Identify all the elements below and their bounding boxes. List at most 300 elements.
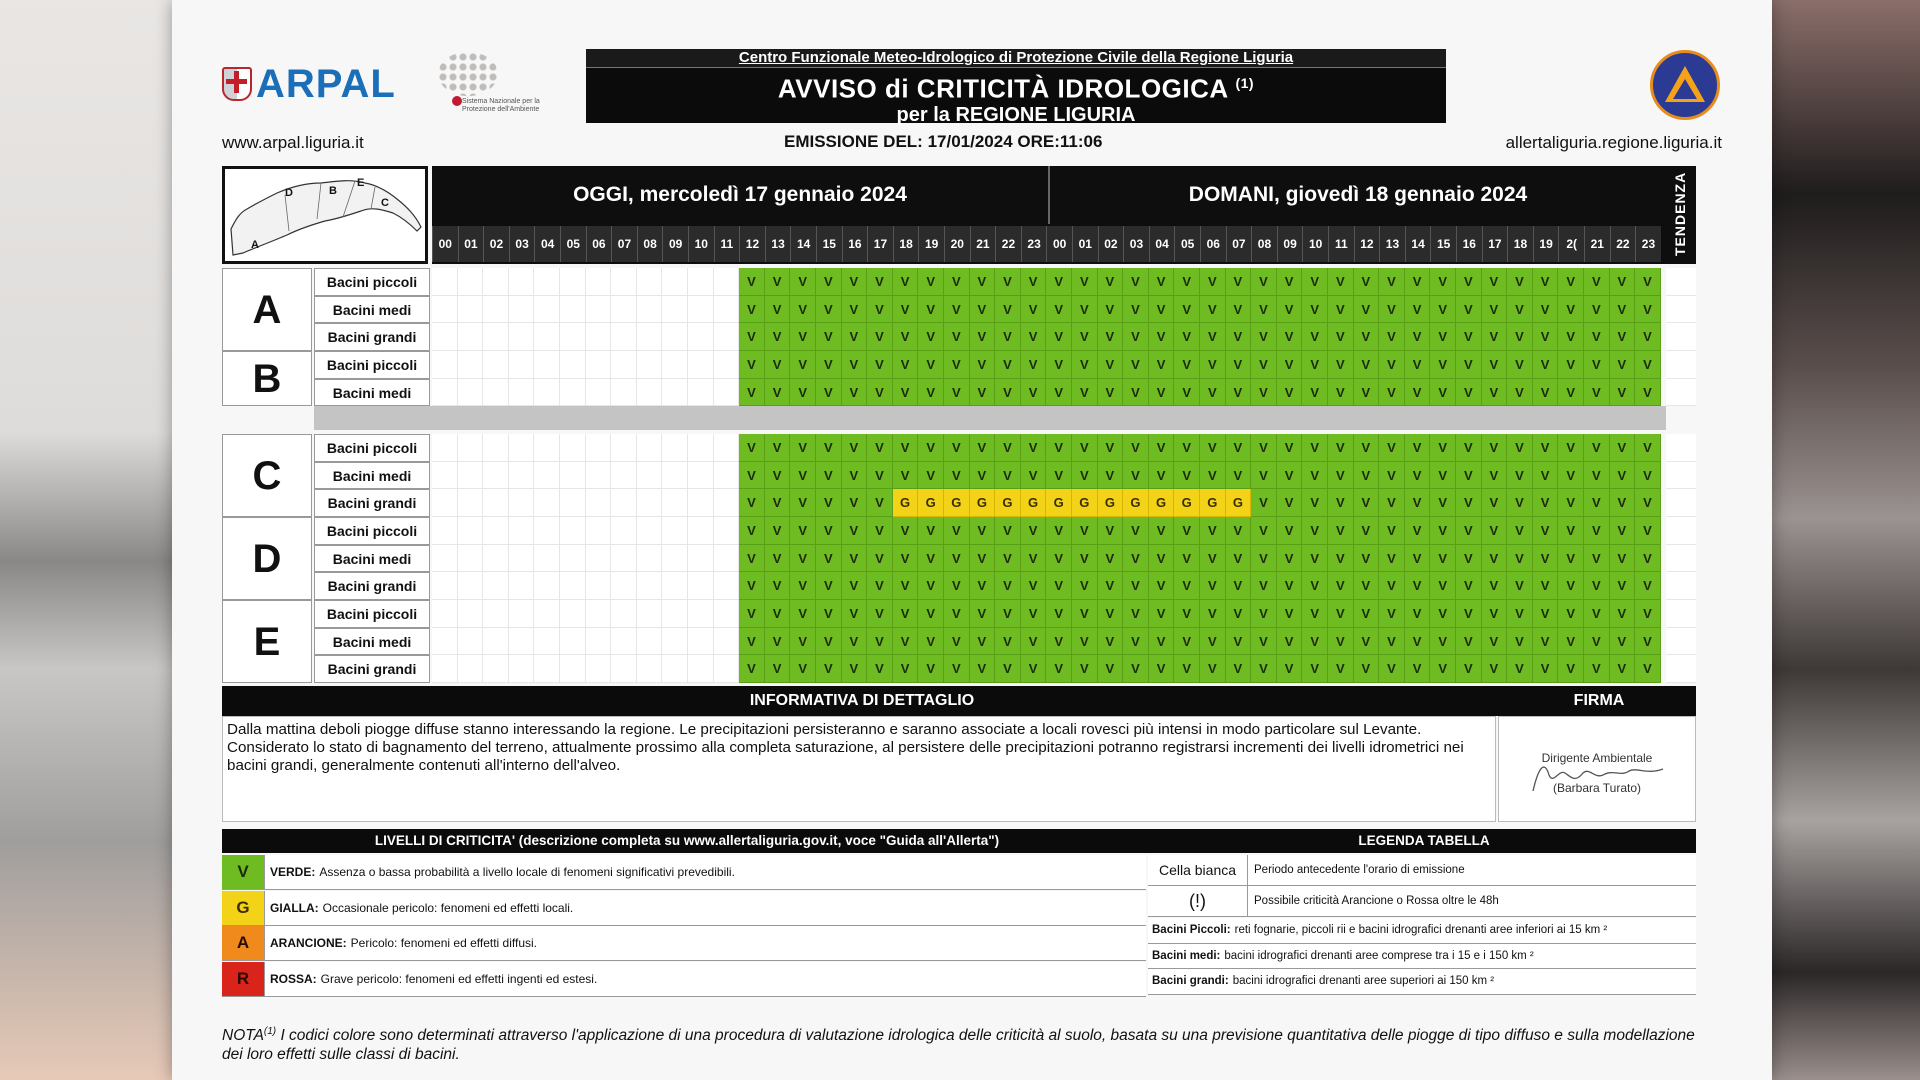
criticity-cell: V [1635,268,1661,296]
empty-cell [483,351,509,379]
arpal-logo-text: ARPAL [256,62,396,106]
criticity-cell: V [1558,351,1584,379]
empty-cell [611,434,637,462]
criticity-cell: V [1456,572,1482,600]
criticity-cell: V [1277,351,1303,379]
criticity-cell: V [1328,628,1354,656]
empty-cell [560,489,586,517]
empty-cell [534,323,560,351]
basin-label: Bacini medi [314,545,430,573]
criticity-cell: V [1226,628,1252,656]
basin-legend-text [1152,969,1494,994]
allerta-url[interactable]: allertaliguria.regione.liguria.it [1505,133,1722,152]
empty-cell [432,296,458,324]
criticity-cell: V [1379,351,1405,379]
empty-cell [560,462,586,490]
criticity-cell: V [1046,323,1072,351]
criticity-cell: V [1379,517,1405,545]
empty-cell [483,434,509,462]
tendency-cell [1666,296,1696,324]
empty-cell [560,655,586,683]
empty-cell [483,462,509,490]
zone-label-d: D [222,517,312,600]
criticity-cell: V [816,545,842,573]
criticity-cell: V [1584,489,1610,517]
criticity-cell: V [1533,434,1559,462]
criticity-cell: V [1098,545,1124,573]
level-name: ROSSA: [270,971,317,986]
empty-cell [534,545,560,573]
criticity-cell: V [1277,517,1303,545]
criticity-cell: V [918,351,944,379]
criticity-cell: V [1021,296,1047,324]
criticity-cell: V [893,628,919,656]
basin-legend-name: Bacini grandi: [1152,975,1229,987]
criticity-cell: V [1354,600,1380,628]
footnote [222,1022,1702,1064]
empty-cell [611,351,637,379]
criticity-cell: V [1328,268,1354,296]
criticity-cell: V [1174,628,1200,656]
empty-cell [534,434,560,462]
levels-heading: LIVELLI DI CRITICITA' (descrizione completa su www.allertaliguria.gov.it, voce "Guida all'Allerta") [374,833,1000,848]
criticity-cell: V [739,268,765,296]
criticity-cell: V [1251,296,1277,324]
criticity-cell: V [867,462,893,490]
criticity-cell: V [867,379,893,407]
level-description [270,926,537,960]
level-code-g: G [222,891,265,925]
criticity-cell: V [1200,628,1226,656]
table-row [432,434,1694,462]
empty-cell [714,462,740,490]
criticity-cell: V [944,600,970,628]
empty-cell [611,379,637,407]
criticity-cell: V [1430,379,1456,407]
zone-label-e: E [222,600,312,683]
basin-legend-desc: bacini idrografici drenanti aree comprese tra i 15 e i 150 km ² [1224,949,1534,962]
criticity-cell: V [893,268,919,296]
criticity-cell: V [1098,600,1124,628]
criticity-cell: V [1174,351,1200,379]
criticity-cell: V [1302,323,1328,351]
criticity-cell: V [1635,434,1661,462]
legend-key: Cella bianca [1148,855,1248,886]
criticity-cell: V [1328,296,1354,324]
empty-cell [611,296,637,324]
criticity-cell: V [1277,489,1303,517]
criticity-cell: V [1430,600,1456,628]
empty-cell [662,655,688,683]
empty-cell [432,379,458,407]
basin-legend-row [1148,918,1696,944]
hour-label: 01 [1072,226,1098,262]
criticity-cell: V [1277,600,1303,628]
background-left [0,0,172,1080]
empty-cell [560,296,586,324]
empty-cell [509,351,535,379]
criticity-cell: V [970,462,996,490]
criticity-cell: V [1405,655,1431,683]
criticity-cell: V [1021,323,1047,351]
criticity-cell: V [1405,628,1431,656]
criticity-cell: V [1635,628,1661,656]
criticity-cell: V [1610,489,1636,517]
criticity-cell: V [1123,323,1149,351]
arpal-url[interactable]: www.arpal.liguria.it [222,133,364,152]
criticity-cell: V [1046,462,1072,490]
criticity-cell: V [893,434,919,462]
criticity-cell: V [1302,572,1328,600]
criticity-cell: V [1533,628,1559,656]
empty-cell [586,600,612,628]
criticity-cell: V [918,462,944,490]
criticity-cell: V [970,268,996,296]
criticity-cell: V [944,462,970,490]
criticity-cell: V [1635,600,1661,628]
empty-cell [432,628,458,656]
criticity-cell: V [1123,600,1149,628]
empty-cell [534,379,560,407]
criticity-cell: V [1174,517,1200,545]
empty-cell [458,462,484,490]
criticity-cell: V [1251,379,1277,407]
criticity-cell: V [1046,296,1072,324]
criticity-cell: V [1507,545,1533,573]
criticity-cell: V [1072,351,1098,379]
empty-cell [611,268,637,296]
criticity-cell: V [1328,600,1354,628]
criticity-cell: G [1123,489,1149,517]
criticity-cell: V [1200,462,1226,490]
empty-cell [637,434,663,462]
criticity-cell: V [790,462,816,490]
criticity-cell: V [944,572,970,600]
criticity-cell: V [1354,628,1380,656]
criticity-cell: V [944,268,970,296]
criticity-cell: V [1149,379,1175,407]
criticity-cell: V [1430,296,1456,324]
criticity-cell: V [918,379,944,407]
criticity-cell: V [1610,600,1636,628]
criticity-cell: V [1533,323,1559,351]
criticity-cell: V [1379,572,1405,600]
empty-cell [560,434,586,462]
criticity-cell: V [739,489,765,517]
table-row [432,323,1694,351]
criticity-cell: V [1149,628,1175,656]
criticity-cell: V [1354,323,1380,351]
criticity-cell: V [790,489,816,517]
criticity-cell: V [1046,545,1072,573]
empty-cell [458,489,484,517]
criticity-cell: V [1251,268,1277,296]
criticity-cell: V [1200,545,1226,573]
criticity-cell: G [1200,489,1226,517]
empty-cell [586,268,612,296]
criticity-cell: V [1251,489,1277,517]
tendency-cell [1666,489,1696,517]
criticity-cell: V [1456,379,1482,407]
criticity-cell: V [1405,434,1431,462]
criticity-cell: V [1507,268,1533,296]
criticity-cell: V [1123,296,1149,324]
criticity-cell: V [1200,600,1226,628]
criticity-cell: V [790,296,816,324]
empty-cell [714,517,740,545]
criticity-cell: V [1328,351,1354,379]
legend-desc: Periodo antecedente l'orario di emissione [1254,864,1465,876]
empty-cell [509,268,535,296]
criticity-cell: V [1021,379,1047,407]
criticity-cell: V [1021,572,1047,600]
hour-label: 10 [688,226,714,262]
hour-label: 23 [1021,226,1047,262]
basin-label: Bacini medi [314,379,430,407]
empty-cell [458,323,484,351]
criticity-cell: V [1507,379,1533,407]
level-desc: Pericolo: fenomeni ed effetti diffusi. [350,936,538,950]
criticity-cell: G [1098,489,1124,517]
empty-cell [688,572,714,600]
empty-cell [483,268,509,296]
criticity-cell: V [1072,462,1098,490]
criticity-cell: V [1405,268,1431,296]
criticity-cell: V [1379,628,1405,656]
map-label-c: C [381,197,389,209]
tendency-cell [1666,379,1696,407]
criticity-cell: V [1200,296,1226,324]
signature-box [1498,716,1696,822]
criticity-cell: V [1123,655,1149,683]
empty-cell [714,351,740,379]
criticity-cell: V [1610,517,1636,545]
empty-cell [458,655,484,683]
criticity-cell: V [1072,517,1098,545]
criticity-cell: V [1149,296,1175,324]
criticity-cell: V [1021,545,1047,573]
criticity-cell: V [970,517,996,545]
criticity-cell: V [970,545,996,573]
hour-label: 18 [893,226,919,262]
criticity-cell: V [1354,655,1380,683]
criticity-cell: V [1558,517,1584,545]
level-name: VERDE: [270,865,316,879]
criticity-cell: V [1507,600,1533,628]
hour-label: 22 [995,226,1021,262]
criticity-cell: V [970,655,996,683]
empty-cell [586,572,612,600]
criticity-cell: V [893,462,919,490]
basin-label: Bacini grandi [314,489,430,517]
empty-cell [662,351,688,379]
empty-cell [586,379,612,407]
criticity-cell: V [765,268,791,296]
criticity-cell: V [1251,462,1277,490]
criticity-cell: V [1072,296,1098,324]
hour-label: 07 [1226,226,1252,262]
empty-cell [509,379,535,407]
criticity-cell: V [1226,462,1252,490]
criticity-cell: V [1251,517,1277,545]
table-row [432,379,1694,407]
hour-label: 21 [970,226,996,262]
criticity-cell: V [1507,572,1533,600]
criticity-cell: V [1456,462,1482,490]
empty-cell [611,517,637,545]
empty-cell [637,628,663,656]
criticity-cell: V [1098,655,1124,683]
main-title [586,68,1446,104]
criticity-cell: V [1149,517,1175,545]
criticity-cell: V [1226,379,1252,407]
criticity-cell: V [1123,517,1149,545]
criticity-cell: G [893,489,919,517]
snpa-dots-icon [438,52,498,96]
criticity-cell: V [1430,323,1456,351]
criticity-cell: V [842,296,868,324]
criticity-cell: V [790,351,816,379]
criticity-cell: V [765,351,791,379]
criticity-cell: V [1046,628,1072,656]
empty-cell [483,628,509,656]
criticity-cell: V [995,462,1021,490]
info-text: Dalla mattina deboli piogge diffuse stanno interessando la regione. Le precipitazioni persisteranno e saranno associate a locali rovesci più intensi in modo particolare sul Levante. Considerato lo stato di bagnamento del terreno, attualmente prossimo alla completa saturazione, al persistere delle precipitazioni potranno registrarsi incrementi dei livelli idrometrici nei bacini grandi, generalmente contenuti all'interno dell'alveo. [222,716,1496,822]
criticity-cell: V [790,572,816,600]
empty-cell [637,572,663,600]
hour-label: 11 [1328,226,1354,262]
empty-cell [534,462,560,490]
criticity-cell: V [867,351,893,379]
empty-cell [458,379,484,407]
criticity-cell: V [1123,628,1149,656]
empty-cell [509,434,535,462]
criticity-cell: V [1405,323,1431,351]
criticity-cell: V [867,296,893,324]
empty-cell [611,489,637,517]
criticity-cell: G [944,489,970,517]
empty-cell [432,462,458,490]
criticity-cell: V [1200,572,1226,600]
hour-label: 16 [842,226,868,262]
empty-cell [509,489,535,517]
criticity-cell: V [918,323,944,351]
criticity-cell: V [1328,379,1354,407]
hour-label: 00 [432,226,458,262]
hour-label: 17 [1482,226,1508,262]
criticity-cell: V [1558,600,1584,628]
criticity-cell: V [765,434,791,462]
criticity-cell: V [1200,323,1226,351]
criticity-cell: V [790,323,816,351]
criticity-cell: V [1046,572,1072,600]
criticity-cell: V [842,517,868,545]
criticity-cell: V [1354,489,1380,517]
empty-cell [458,545,484,573]
criticity-cell: V [1610,462,1636,490]
criticity-cell: V [970,600,996,628]
criticity-cell: V [1174,296,1200,324]
criticity-cell: V [1277,655,1303,683]
empty-cell [483,655,509,683]
criticity-cell: V [1430,462,1456,490]
empty-cell [637,296,663,324]
criticity-cell: V [893,545,919,573]
criticity-cell: V [1507,351,1533,379]
empty-cell [637,379,663,407]
criticity-cell: V [1379,434,1405,462]
hour-label: 01 [458,226,484,262]
criticity-cell: V [1354,379,1380,407]
table-legend-heading: LEGENDA TABELLA [1358,833,1490,848]
empty-cell [458,434,484,462]
criticity-cell: V [1379,296,1405,324]
criticity-cell: V [1098,351,1124,379]
criticity-cell: V [1635,323,1661,351]
info-heading: INFORMATIVA DI DETTAGLIO [749,692,975,709]
hour-label: 00 [1046,226,1072,262]
criticity-cell: V [1098,323,1124,351]
criticity-cell: V [1149,268,1175,296]
criticity-cell: V [918,600,944,628]
criticity-cell: V [1098,462,1124,490]
criticity-cell: V [1507,655,1533,683]
empty-cell [637,489,663,517]
criticity-cell: V [1507,517,1533,545]
criticity-cell: V [995,517,1021,545]
empty-cell [534,296,560,324]
criticity-cell: V [867,268,893,296]
criticity-cell: V [1149,462,1175,490]
criticity-cell: V [842,434,868,462]
criticity-cell: V [1584,296,1610,324]
empty-cell [688,268,714,296]
criticity-cell: V [1021,268,1047,296]
tendency-cell [1666,434,1696,462]
criticity-cell: V [1456,296,1482,324]
empty-cell [637,600,663,628]
table-row [432,517,1694,545]
criticity-cell: V [816,572,842,600]
criticity-cell: V [995,268,1021,296]
criticity-cell: V [1507,434,1533,462]
hour-label: 13 [765,226,791,262]
criticity-cell: V [1354,268,1380,296]
liguria-zone-map [222,166,428,264]
criticity-cell: V [970,572,996,600]
criticity-cell: V [1226,517,1252,545]
hour-label: 12 [1354,226,1380,262]
table-row [432,572,1694,600]
criticity-cell: V [1021,517,1047,545]
criticity-cell: V [842,462,868,490]
hour-label: 07 [611,226,637,262]
empty-cell [662,296,688,324]
criticity-cell: V [867,655,893,683]
criticity-cell: V [1098,268,1124,296]
empty-cell [560,545,586,573]
level-name: ARANCIONE: [270,936,347,950]
criticity-cell: V [1405,351,1431,379]
criticity-cell: V [1482,655,1508,683]
empty-cell [637,351,663,379]
empty-cell [688,296,714,324]
tendency-cell [1666,572,1696,600]
criticity-cell: V [1482,296,1508,324]
empty-cell [611,323,637,351]
criticity-cell: V [1277,545,1303,573]
empty-cell [560,600,586,628]
